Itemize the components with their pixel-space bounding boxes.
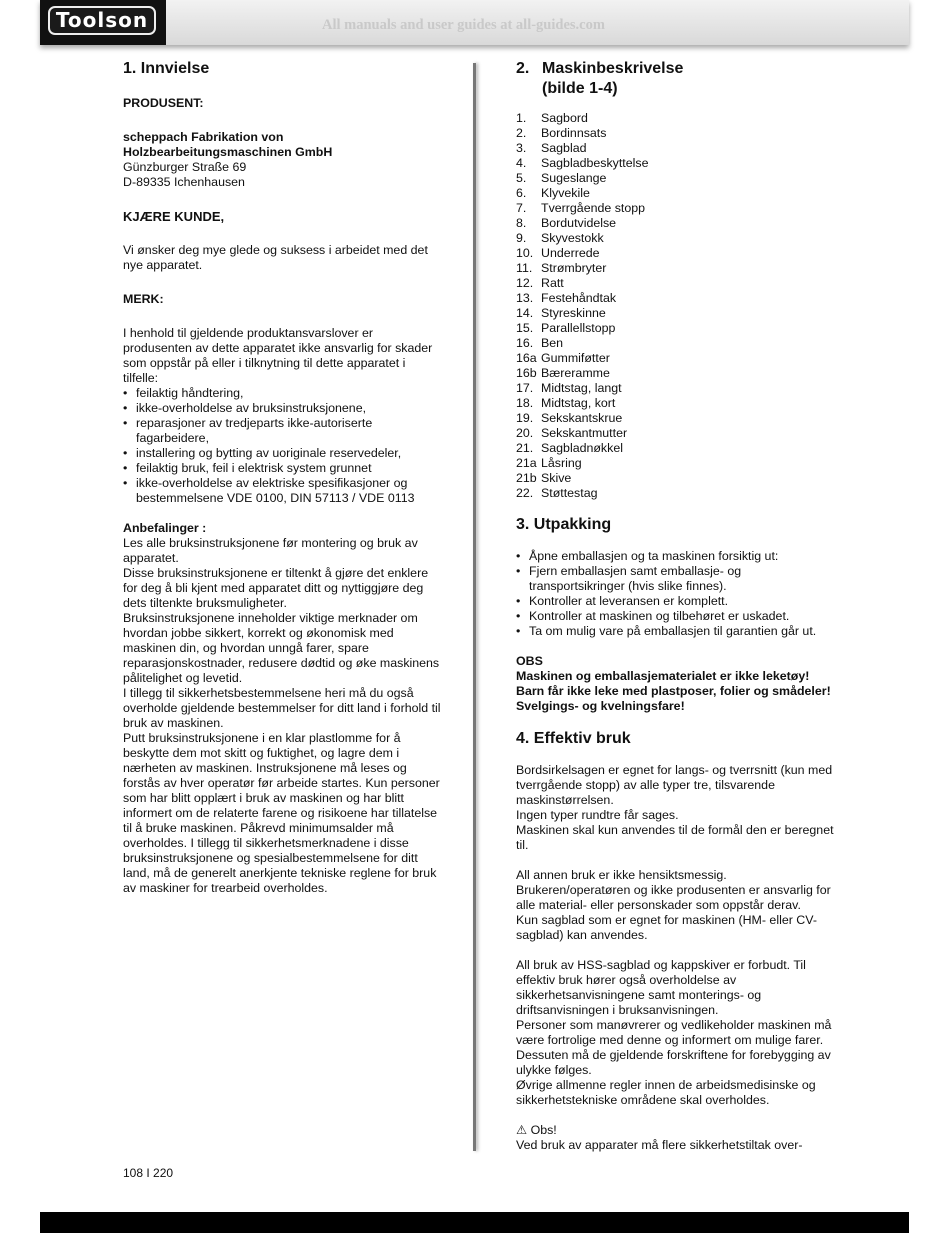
producer-label: PRODUSENT: (123, 96, 204, 110)
list-item: 12. Ratt (516, 276, 564, 290)
recommend-paragraph: Disse bruksinstruksjonene er tiltenkt å gjøre det enklere for deg å bli kjent med apparatet ditt og nyttiggjøre deg dets tiltenkte bruksmuligheter. (123, 566, 429, 610)
section-2-title-line-2: (bilde 1-4) (542, 80, 618, 97)
usage-paragraph: All annen bruk er ikke hensiktsmessig. Brukeren/operatøren og ikke produsenten er ansvarlig for alle material- eller personskader som oppstår derav. (516, 868, 831, 912)
list-item: 10. Underrede (516, 246, 600, 260)
list-item: 1. Sagbord (516, 111, 588, 125)
watermark: All manuals and user guides at all-guides.com (322, 17, 605, 33)
wish-paragraph: Vi ønsker deg mye glede og suksess i arbeidet med det nye apparatet. (123, 243, 428, 272)
list-item: 19. Sekskantskrue (516, 411, 623, 425)
list-item: 5. Sugeslange (516, 171, 607, 185)
list-item: 21b Skive (516, 471, 572, 485)
list-item: 22. Støttestag (516, 486, 598, 500)
note-label: MERK: (123, 292, 164, 306)
obs-label: OBS (516, 654, 543, 668)
list-item: 21a Låsring (516, 456, 582, 470)
toolson-logo: Toolson (48, 6, 156, 35)
usage-paragraph: Maskinen skal kun anvendes til de formål den er beregnet til. (516, 823, 834, 852)
list-item: • Fjern emballasjen samt emballasje- og transportsikringer (hvis slike finnes). (516, 564, 834, 594)
recommend-paragraph: I tillegg til sikkerhetsbestemmelsene heri må du også overholde gjeldende bestemmelser for ditt land i forhold til bruk av maskinen. (123, 686, 441, 730)
usage-paragraph: Personer som manøvrerer og vedlikeholder maskinen må være fortrolige med denne og informert om mulige farer. Dessuten må de gjeldende forskriftene for forebygging av ulykke følges. (516, 1018, 832, 1077)
right-column (516, 59, 834, 1153)
list-item: 20. Sekskantmutter (516, 426, 628, 440)
street: Günzburger Straße 69 (123, 160, 247, 174)
recommend-label: Anbefalinger : (123, 521, 207, 535)
city: D-89335 Ichenhausen (123, 175, 245, 189)
list-item: 9. Skyvestokk (516, 231, 604, 245)
recommend-paragraph: Les alle bruksinstruksjonene før montering og bruk av apparatet. (123, 536, 418, 565)
liability-intro: I henhold til gjeldende produktansvarslover er produsenten av dette apparatet ikke ansvarlig for skader som oppstår på eller i tilknytning til dette apparatet i tilfelle: (123, 326, 433, 385)
list-item: • Åpne emballasjen og ta maskinen forsiktig ut: (516, 549, 834, 564)
usage-paragraph: All bruk av HSS-sagblad og kappskiver er forbudt. Til effektiv bruk hører også overholdelse av sikkerhetsanvisningene samt monterings- og driftsanvisningen i bruksanvisningen. (516, 958, 806, 1017)
list-item: 15. Parallellstopp (516, 321, 616, 335)
list-item: • ikke-overholdelse av elektriske spesifikasjoner og bestemmelsene VDE 0100, DIN 57113 / VDE 0113 (123, 476, 441, 506)
section-3-title: 3. Utpakking (516, 516, 612, 533)
list-item: 13. Festehåndtak (516, 291, 617, 305)
list-item: 17. Midtstag, langt (516, 381, 622, 395)
usage-paragraph: Øvrige allmenne regler innen de arbeidsmedisinske og sikkerhetstekniske områdene skal overholdes. (516, 1078, 816, 1107)
unpacking-list (516, 549, 834, 639)
list-item: • Kontroller at leveransen er komplett. (516, 594, 834, 609)
liability-list (123, 386, 441, 506)
usage-paragraph: Bordsirkelsagen er egnet for langs- og tverrsnitt (kun med tverrgående stopp) av alle typer tre, tilsvarende maskinstørrelsen. (516, 763, 833, 807)
list-item: • reparasjoner av tredjeparts ikke-autoriserte fagarbeidere, (123, 416, 441, 446)
list-item: 7. Tverrgående stopp (516, 201, 646, 215)
warning-icon: ⚠ (516, 1123, 528, 1137)
machine-parts-list (516, 111, 834, 501)
list-item: • installering og bytting av uoriginale reservedeler, (123, 446, 441, 461)
recommend-paragraph: Bruksinstruksjonene inneholder viktige merknader om hvordan jobbe sikkert, korrekt og økonomisk med maskinen din, og hvordan unngå farer, spare reparasjonskostnader, redusere dødtid og øke maskinens pålitelighet og levetid. (123, 611, 440, 685)
recommend-paragraph: Putt bruksinstruksjonene i en klar plastlomme for å beskytte dem mot skitt og fuktighet, og lagre dem i nærheten av maskinen. Instruksjonene må leses og forstås av hver operatør før arbeide startes. Kun personer som har blitt opplært i bruk av maskinen og har blitt informert om de relaterte farene og risikoene har tillatelse til å bruke maskinen. Påkrevd minimumsalder må overholdes. I tillegg til sikkerhetsmerknadene i disse bruksinstruksjonene og spesialbestemmelsene for ditt land, må de generelt anerkjente tekniske reglene for bruk av maskiner for trearbeid overholdes. (123, 731, 440, 895)
warning-label: Obs! (530, 1123, 557, 1137)
usage-paragraph: Ingen typer rundtre får sages. (516, 808, 679, 822)
list-item: 4. Sagbladbeskyttelse (516, 156, 649, 170)
list-item: 16b Bæreramme (516, 366, 610, 380)
section-2-number: 2. (516, 60, 530, 77)
usage-paragraph: Ved bruk av apparater må flere sikkerhetstiltak over- (516, 1138, 803, 1152)
list-item: • Ta om mulig vare på emballasjen til garantien går ut. (516, 624, 834, 639)
obs-warning-text: Maskinen og emballasjematerialet er ikke leketøy! Barn får ikke leke med plastposer, folier og smådeler! Svelgings- og kvelningsfare! (516, 669, 831, 713)
list-item: • Kontroller at maskinen og tilbehøret er uskadet. (516, 609, 834, 624)
list-item: 3. Sagblad (516, 141, 587, 155)
section-2-title-line-1: Maskinbeskrivelse (542, 60, 684, 77)
producer-address (123, 130, 441, 190)
list-item: 21. Sagbladnøkkel (516, 441, 623, 455)
company-line-2: Holzbearbeitungsmaschinen GmbH (123, 145, 333, 159)
list-item: 8. Bordutvidelse (516, 216, 617, 230)
footer-bar (40, 1212, 909, 1233)
section-4-title: 4. Effektiv bruk (516, 730, 631, 747)
list-item: 16. Ben (516, 336, 564, 350)
dear-customer: KJÆRE KUNDE, (123, 209, 225, 224)
list-item: • ikke-overholdelse av bruksinstruksjonene, (123, 401, 441, 416)
list-item: 11. Strømbryter (516, 261, 607, 275)
list-item: 2. Bordinnsats (516, 126, 607, 140)
list-item: 14. Styreskinne (516, 306, 606, 320)
page-number: 108 I 220 (123, 1166, 174, 1180)
warning-line (516, 1123, 834, 1138)
list-item: • feilaktig bruk, feil i elektrisk system grunnet (123, 461, 441, 476)
left-column (123, 59, 441, 896)
logo-box (40, 0, 166, 45)
list-item: 18. Midtstag, kort (516, 396, 616, 410)
column-divider (473, 63, 476, 1151)
usage-paragraph: Kun sagblad som er egnet for maskinen (HM- eller CV-sagblad) kan anvendes. (516, 913, 817, 942)
section-2-title (516, 59, 834, 99)
page-header (40, 0, 909, 45)
section-1-title: 1. Innvielse (123, 60, 210, 77)
list-item: 16a Gummiføtter (516, 351, 610, 365)
list-item: 6. Klyvekile (516, 186, 590, 200)
list-item: • feilaktig håndtering, (123, 386, 441, 401)
company-line-1: scheppach Fabrikation von (123, 130, 284, 144)
